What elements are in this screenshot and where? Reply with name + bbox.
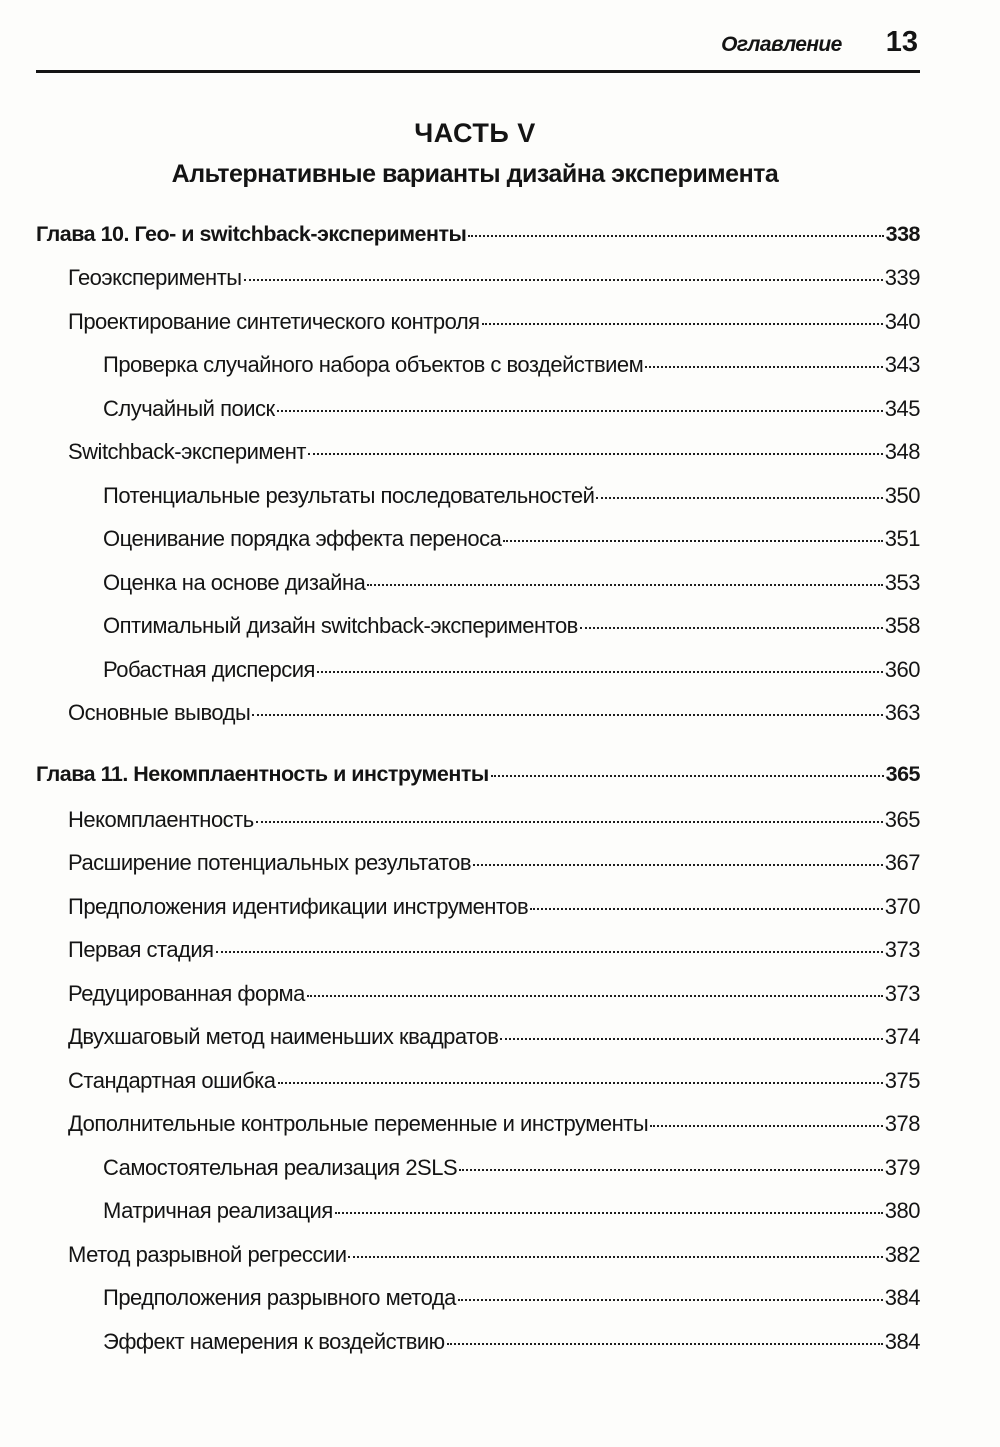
dot-leader xyxy=(459,1169,883,1171)
toc-entry-title: Глава 10. Гео- и switchback-эксперименты xyxy=(36,222,467,246)
toc-entry xyxy=(68,981,920,1013)
dot-leader xyxy=(252,714,882,716)
dot-leader xyxy=(491,775,884,777)
dot-leader xyxy=(277,410,883,412)
toc-entry-page: 382 xyxy=(884,1242,920,1267)
part-label: ЧАСТЬ V xyxy=(414,118,536,148)
dot-leader xyxy=(580,627,883,629)
dot-leader xyxy=(308,453,883,455)
toc-entry-title: Глава 11. Некомплаентность и инструменты xyxy=(36,762,489,786)
dot-leader xyxy=(256,821,883,823)
toc-entry-title: Метод разрывной регрессии xyxy=(68,1242,347,1267)
toc-entry-title: Потенциальные результаты последовательностей xyxy=(103,483,595,508)
toc-entry-title: Робастная дисперсия xyxy=(103,657,315,682)
toc-entry-title: Матричная реализация xyxy=(103,1198,333,1223)
toc-entry-page: 380 xyxy=(884,1198,920,1223)
toc-entry-page: 358 xyxy=(884,613,920,638)
toc-entry xyxy=(103,526,920,558)
toc-entry-page: 373 xyxy=(884,981,920,1006)
part-title: Альтернативные варианты дизайна эксперимента xyxy=(171,160,779,188)
toc-entry-title: Случайный поиск xyxy=(103,396,275,421)
toc-entry-page: 384 xyxy=(884,1329,920,1354)
toc-entry-page: 365 xyxy=(884,807,920,832)
toc-entry-title: Первая стадия xyxy=(68,937,214,962)
toc-entry-page: 379 xyxy=(884,1155,920,1180)
toc-entry-page: 339 xyxy=(884,265,920,290)
toc-entry-title: Оценка на основе дизайна xyxy=(103,570,366,595)
toc-entry xyxy=(103,1155,920,1187)
toc-entry-page: 367 xyxy=(884,850,920,875)
toc-entry-title: Основные выводы xyxy=(68,700,251,725)
toc-entry-page: 343 xyxy=(884,352,920,377)
toc-chapter-entry xyxy=(36,762,920,794)
toc-entry-page: 350 xyxy=(884,483,920,508)
toc-entry xyxy=(68,894,920,926)
dot-leader xyxy=(473,864,883,866)
toc-entry-page: 378 xyxy=(884,1111,920,1136)
toc-entry xyxy=(103,1285,920,1317)
toc-chapter-entry xyxy=(36,222,920,254)
toc-entry-page: 363 xyxy=(884,700,920,725)
toc-entry xyxy=(68,1111,920,1143)
toc-entry-title: Предположения идентификации инструментов xyxy=(68,894,529,919)
toc-entry-page: 340 xyxy=(884,309,920,334)
toc-entry-title: Стандартная ошибка xyxy=(68,1068,276,1093)
toc-entry-title: Расширение потенциальных результатов xyxy=(68,850,472,875)
toc-entry-page: 373 xyxy=(884,937,920,962)
toc-entry xyxy=(68,439,920,471)
dot-leader xyxy=(216,951,883,953)
dot-leader xyxy=(458,1299,883,1301)
toc-entry-title: Геоэксперименты xyxy=(68,265,242,290)
page-number: 13 xyxy=(885,26,918,58)
toc-entry-title: Редуцированная форма xyxy=(68,981,305,1006)
toc-entry xyxy=(103,613,920,645)
toc-entry xyxy=(68,1024,920,1056)
toc-entry xyxy=(68,850,920,882)
running-head-title: Оглавление xyxy=(721,33,842,56)
dot-leader xyxy=(447,1343,883,1345)
toc-entry xyxy=(68,265,920,297)
toc-entry xyxy=(68,1242,920,1274)
dot-leader xyxy=(650,1125,883,1127)
dot-leader xyxy=(645,366,882,368)
toc-entry-page: 345 xyxy=(884,396,920,421)
toc-entry-page: 353 xyxy=(884,570,920,595)
toc-entry xyxy=(103,570,920,602)
toc-entry-page: 384 xyxy=(884,1285,920,1310)
toc-entry-page: 338 xyxy=(885,222,920,246)
toc-entry xyxy=(68,1068,920,1100)
toc-entry-title: Проектирование синтетического контроля xyxy=(68,309,480,334)
toc-entry-page: 370 xyxy=(884,894,920,919)
toc-entry-title: Двухшаговый метод наименьших квадратов xyxy=(68,1024,499,1049)
dot-leader xyxy=(348,1256,882,1258)
toc-entry xyxy=(68,700,920,732)
toc-entry-title: Switchback-эксперимент xyxy=(68,439,306,464)
dot-leader xyxy=(335,1212,883,1214)
toc-entry xyxy=(103,396,920,428)
toc-entry xyxy=(103,483,920,515)
toc-entry-page: 360 xyxy=(884,657,920,682)
toc-entry xyxy=(68,807,920,839)
dot-leader xyxy=(367,584,882,586)
toc-entry xyxy=(68,309,920,341)
toc-entry-title: Некомплаентность xyxy=(68,807,254,832)
dot-leader xyxy=(307,995,883,997)
toc-entry-page: 348 xyxy=(884,439,920,464)
dot-leader xyxy=(503,540,882,542)
dot-leader xyxy=(278,1082,883,1084)
toc-entry xyxy=(68,937,920,969)
dot-leader xyxy=(530,908,883,910)
toc-entry-page: 375 xyxy=(884,1068,920,1093)
dot-leader xyxy=(244,279,883,281)
toc-entry xyxy=(103,1198,920,1230)
dot-leader xyxy=(596,497,882,499)
toc-entry-title: Оценивание порядка эффекта переноса xyxy=(103,526,502,551)
dot-leader xyxy=(482,323,883,325)
toc-entry xyxy=(103,1329,920,1361)
toc-entry-page: 374 xyxy=(884,1024,920,1049)
toc-entry-page: 351 xyxy=(884,526,920,551)
toc-entry-title: Эффект намерения к воздействию xyxy=(103,1329,445,1354)
toc-entry-title: Оптимальный дизайн switchback-экспериментов xyxy=(103,613,578,638)
toc-entry-title: Предположения разрывного метода xyxy=(103,1285,456,1310)
toc-entry-page: 365 xyxy=(885,762,920,786)
toc-entry-title: Проверка случайного набора объектов с воздействием xyxy=(103,352,644,377)
dot-leader xyxy=(500,1038,882,1040)
toc-entry xyxy=(103,352,920,384)
toc-entry xyxy=(103,657,920,689)
dot-leader xyxy=(468,235,883,237)
toc-entry-title: Самостоятельная реализация 2SLS xyxy=(103,1155,458,1180)
dot-leader xyxy=(317,671,883,673)
toc-entry-title: Дополнительные контрольные переменные и инструменты xyxy=(68,1111,649,1136)
